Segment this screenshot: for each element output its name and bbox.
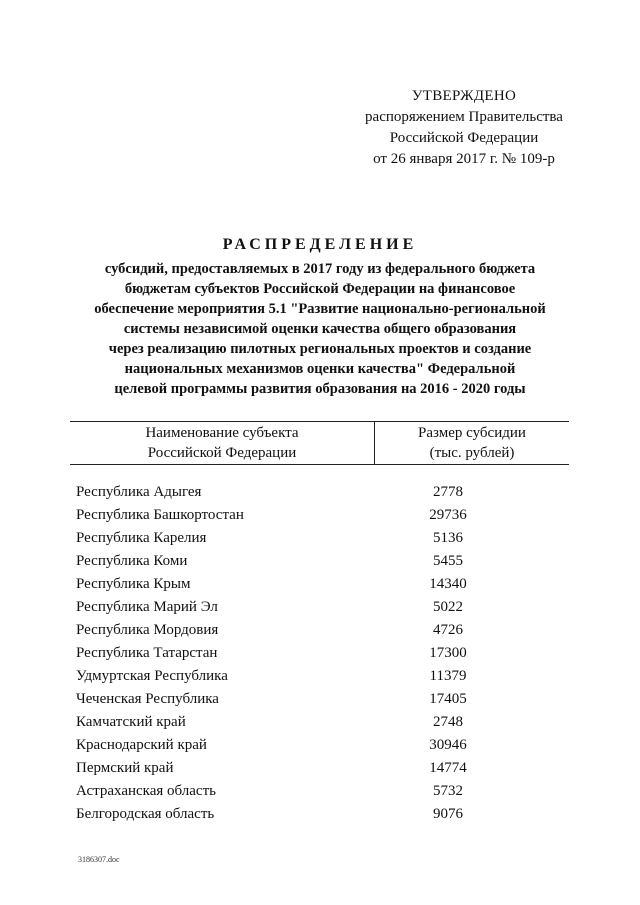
header-region-column <box>70 422 375 464</box>
table-header <box>70 421 569 465</box>
header-region-line-2: Российской Федерации <box>147 445 297 461</box>
region-name: Республика Адыгея <box>76 484 202 500</box>
table-row <box>70 596 569 619</box>
subtitle-line: системы независимой оценки качества общего образования <box>123 321 517 337</box>
table-body <box>70 481 569 826</box>
subsidy-amount: 5732 <box>433 783 463 799</box>
table-row <box>70 527 569 550</box>
table-row <box>70 665 569 688</box>
table-row <box>70 481 569 504</box>
region-name: Республика Марий Эл <box>76 599 218 615</box>
approval-line-2: Российской Федерации <box>389 130 539 146</box>
subsidy-amount: 14774 <box>429 760 467 776</box>
region-name: Камчатский край <box>76 714 186 730</box>
table-row <box>70 711 569 734</box>
table-row <box>70 734 569 757</box>
subsidy-amount: 5455 <box>433 553 463 569</box>
subtitle-line: целевой программы развития образования на 2016 - 2020 годы <box>114 381 526 397</box>
approval-stamp <box>340 86 588 170</box>
subsidy-table <box>70 421 569 826</box>
header-region-line-1: Наименование субъекта <box>145 425 299 441</box>
document-subtitle <box>70 259 570 399</box>
document-title: РАСПРЕДЕЛЕНИЕ <box>222 236 418 253</box>
table-row <box>70 619 569 642</box>
region-name: Удмуртская Республика <box>76 668 228 684</box>
approval-line-1: распоряжением Правительства <box>365 109 563 125</box>
region-name: Пермский край <box>76 760 174 776</box>
subtitle-line: обеспечение мероприятия 5.1 "Развитие национально-региональной <box>94 301 546 317</box>
region-name: Республика Коми <box>76 553 188 569</box>
header-amount-line-1: Размер субсидии <box>418 425 526 441</box>
subsidy-amount: 2748 <box>433 714 463 730</box>
table-row <box>70 780 569 803</box>
subsidy-amount: 5022 <box>433 599 463 615</box>
subsidy-amount: 5136 <box>433 530 463 546</box>
region-name: Республика Мордовия <box>76 622 219 638</box>
table-row <box>70 504 569 527</box>
header-amount-line-2: (тыс. рублей) <box>429 445 515 461</box>
subtitle-line: бюджетам субъектов Российской Федерации на финансовое <box>124 281 516 297</box>
region-name: Краснодарский край <box>76 737 207 753</box>
region-name: Республика Татарстан <box>76 645 218 661</box>
subtitle-line: через реализацию пилотных региональных проектов и создание <box>108 341 532 357</box>
subtitle-line: субсидий, предоставляемых в 2017 году из федерального бюджета <box>104 261 536 277</box>
table-row <box>70 688 569 711</box>
subsidy-amount: 29736 <box>429 507 467 523</box>
table-row <box>70 573 569 596</box>
subsidy-amount: 17405 <box>429 691 467 707</box>
region-name: Чеченская Республика <box>76 691 219 707</box>
region-name: Астраханская область <box>76 783 216 799</box>
header-amount-column <box>375 422 569 464</box>
subsidy-amount: 2778 <box>433 484 463 500</box>
region-name: Республика Карелия <box>76 530 207 546</box>
subsidy-amount: 17300 <box>429 645 467 661</box>
table-row <box>70 757 569 780</box>
subsidy-amount: 14340 <box>429 576 467 592</box>
table-row <box>70 642 569 665</box>
file-reference: 3186307.doc <box>78 855 120 864</box>
subsidy-amount: 4726 <box>433 622 463 638</box>
subsidy-amount: 30946 <box>429 737 467 753</box>
region-name: Белгородская область <box>76 806 215 822</box>
approval-line-3: от 26 января 2017 г. № 109-р <box>373 151 555 167</box>
subtitle-line: национальных механизмов оценки качества" Федеральной <box>124 361 516 377</box>
table-row <box>70 550 569 573</box>
region-name: Республика Крым <box>76 576 191 592</box>
region-name: Республика Башкортостан <box>76 507 244 523</box>
approval-heading: УТВЕРЖДЕНО <box>411 88 517 104</box>
subsidy-amount: 11379 <box>429 668 467 684</box>
table-row <box>70 803 569 826</box>
subsidy-amount: 9076 <box>433 806 463 822</box>
